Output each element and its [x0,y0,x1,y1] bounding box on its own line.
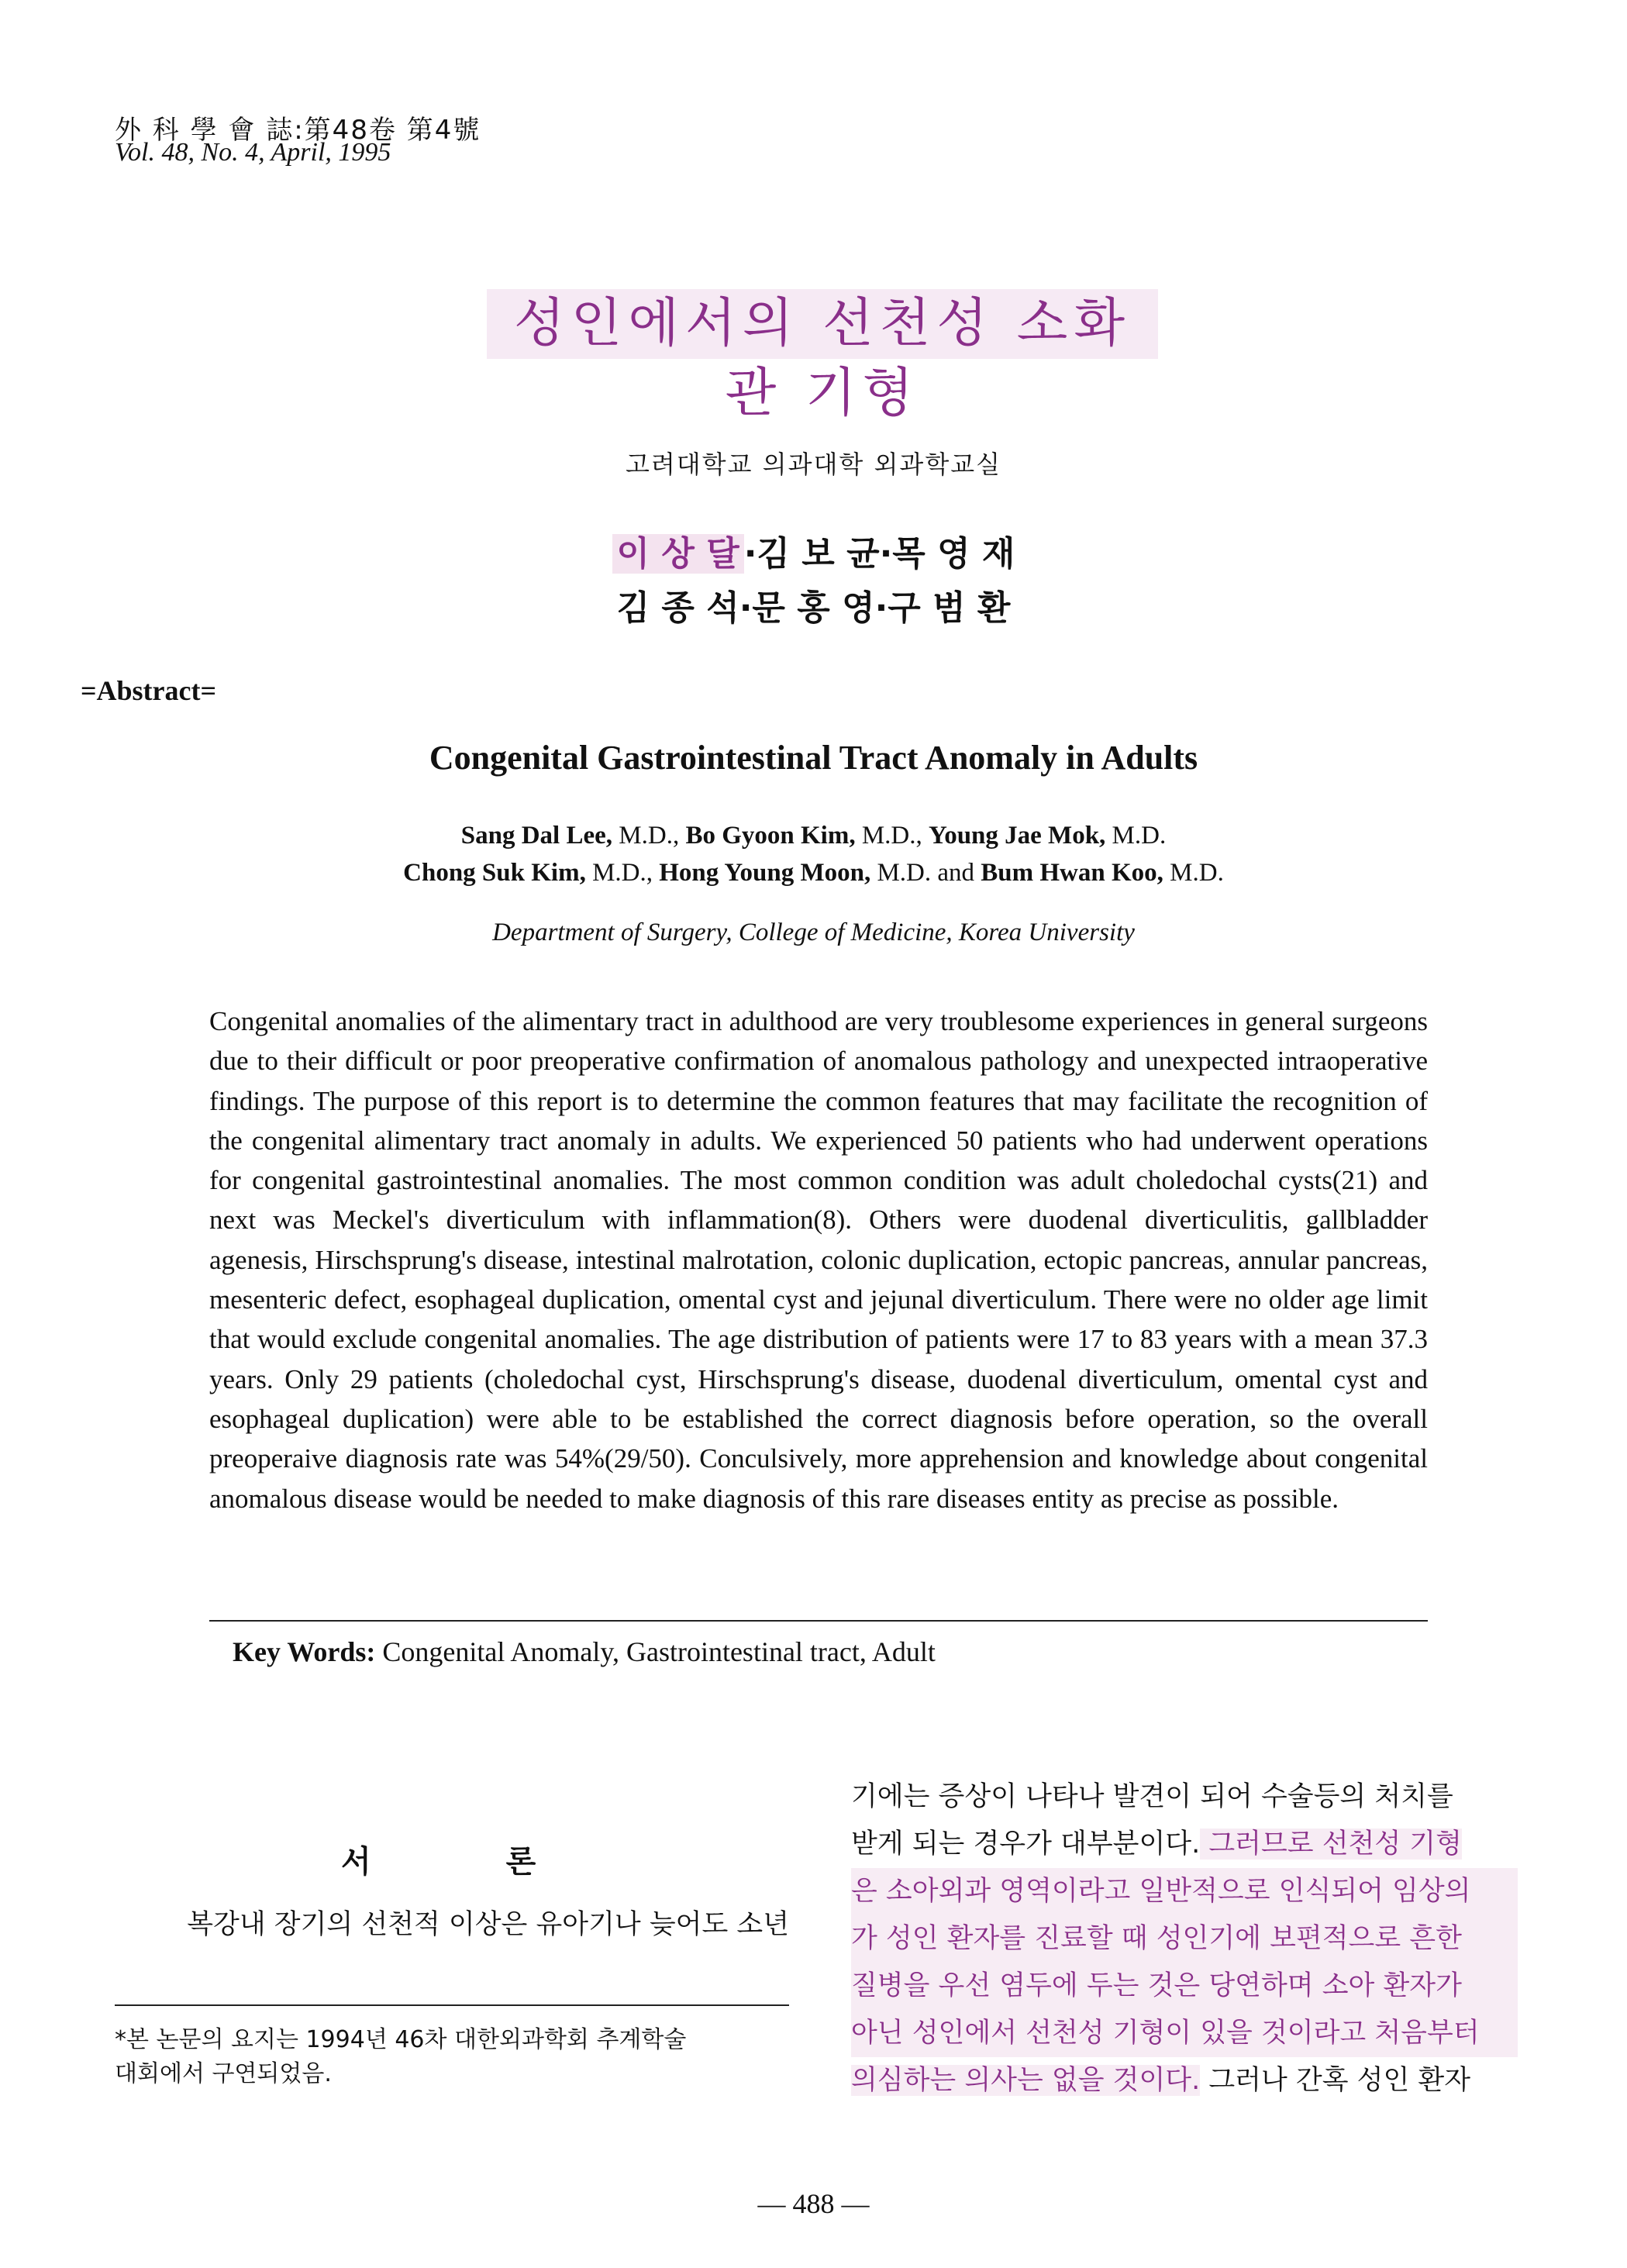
footnote-divider [115,2004,789,2006]
page-number: — 488 — [757,2188,870,2219]
body-line: 기에는 증상이 나타나 발견이 되어 수술등의 처치를 [851,1781,1453,1812]
body-line-highlighted: 질병을 우선 염두에 두는 것은 당연하며 소아 환자가 [851,1963,1518,2010]
author-degree: M.D. [1105,822,1167,850]
author-name: Bo Gyoon Kim, [685,822,856,850]
author-degree: M.D., [612,822,686,850]
body-line-highlighted: 은 소아외과 영역이라고 일반적으로 인식되어 임상의 [851,1868,1518,1915]
body-line [851,1821,1518,1868]
intro-body-left: 복강내 장기의 선천적 이상은 유아기나 늦어도 소년 [187,1909,789,1940]
body-line [851,2057,1518,2104]
author-degree: M.D., [855,822,929,850]
body-line-highlighted: 아닌 성인에서 선천성 기형이 있을 것이라고 처음부터 [851,2010,1518,2057]
author-degree: M.D. [1163,859,1224,887]
highlighted-text: 그러므로 선천성 기형 [1200,1829,1462,1860]
journal-header-volume: Vol. 48, No. 4, April, 1995 [115,138,391,167]
footnote [115,2023,789,2091]
abstract-body: Congenital anomalies of the alimentary tract in adulthood are very troublesome experiences in general surgeons due to their difficult or poor preoperative confirmation of anomalous pathology and unexpected intraoperative findings. The purpose of this report is to determine the common features that may facilitate the recognition of the congenital alimentary tract anomaly in adults. We experienced 50 patients who had underwent operations for congenital gastrointestinal anomalies. The most common condition was adult choledochal cysts(21) and next was Meckel's diverticulum with inflammation(8). Others were duodenal diverticulitis, gallbladder agenesis, Hirschsprung's disease, intestinal malrotation, colonic duplication, ectopic pancreas, annular pancreas, mesenteric defect, esophageal duplication, omental cyst and jejunal diverticulum. There were no older age limit that would exclude congenital anomalies. The age distribution of patients were 17 to 83 years with a mean 37.3 years. Only 29 patients (choledochal cyst, Hirschsprung's disease, duodenal diverticulum, omental cyst and esophageal duplication) were able to be established the correct diagnosis before operation, so the overall preoperaive diagnosis rate was 54%(29/50). Conculsively, more apprehension and knowledge about congenital anomalous disease would be needed to make diagnosis of this rare diseases entity as precise as possible. [209,1006,1428,1514]
abstract-label: =Abstract= [81,675,216,706]
keywords-label: Key Words: [233,1636,376,1667]
intro-body-right [851,1773,1518,2104]
author-name: Chong Suk Kim, [403,859,586,887]
korean-authors-line-1 [0,526,1627,575]
abstract-divider [209,1620,1428,1622]
highlighted-text: 의심하는 의사는 없을 것이다. [851,2065,1201,2096]
author-name: Sang Dal Lee, [460,822,613,850]
author-degree: M.D. and [870,859,981,887]
korean-authors-rest: ·김 보 균·목 영 재 [743,534,1015,574]
author-name: Hong Young Moon, [659,859,871,887]
footnote-line-2: 대회에서 구연되었음. [115,2060,332,2087]
korean-department: 고려대학교 의과대학 외과학교실 [625,450,1002,479]
english-authors-line-2 [0,859,1627,888]
body-text: 그러나 간혹 성인 환자 [1200,2065,1471,2096]
korean-author-highlighted: 이 상 달 [612,534,744,574]
keywords-text: Congenital Anomaly, Gastrointestinal tract, Adult [375,1636,936,1667]
keywords [233,1636,936,1668]
author-degree: M.D., [585,859,660,887]
english-title: Congenital Gastrointestinal Tract Anomaly in Adults [429,739,1198,777]
korean-authors-line-2: 김 종 석·문 홍 영·구 범 환 [616,588,1011,628]
footnote-line-1: *본 논문의 요지는 1994년 46차 대한외과학회 추계학술 [115,2026,687,2053]
journal-header-korean: 外 科 學 會 誌:第48卷 第4號 [115,115,481,146]
english-authors-line-1 [0,822,1627,850]
author-name: Bum Hwan Koo, [981,859,1163,887]
section-heading-introduction: 서 론 [341,1844,598,1880]
body-text: 받게 되는 경우가 대부분이다. [851,1829,1201,1860]
english-department: Department of Surgery, College of Medicine, Korea University [492,919,1135,946]
korean-title: 성인에서의 선천성 소화관 기형 [487,289,1158,359]
body-line-highlighted: 가 성인 환자를 진료할 때 성인기에 보편적으로 흔한 [851,1915,1518,1963]
author-name: Young Jae Mok, [929,822,1106,850]
